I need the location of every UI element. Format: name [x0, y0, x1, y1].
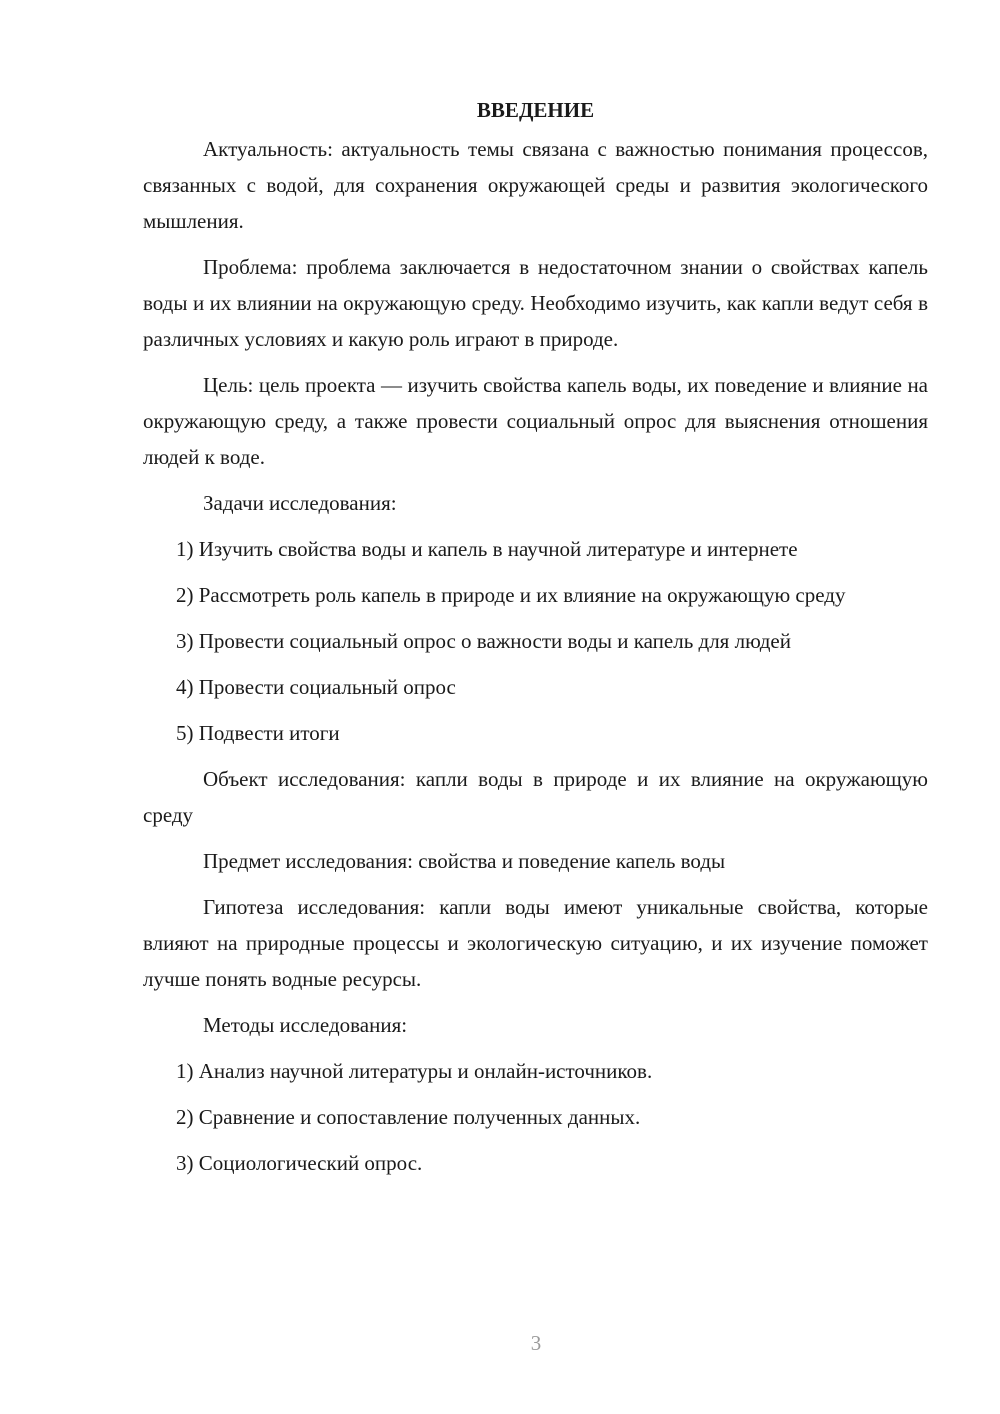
methods-heading: Методы исследования: [203, 1013, 408, 1037]
list-item-task-1: 1) Изучить свойства воды и капель в научной литературе и интернете [176, 537, 798, 561]
document-body [143, 92, 928, 1191]
page-number: 3 [530, 1331, 542, 1355]
paragraph-relevance: Актуальность: актуальность темы связана с важностью понимания процессов, связанных с водой, для сохранения окружающей среды и развития экологического мышления. [143, 137, 928, 233]
list-item-task-3: 3) Провести социальный опрос о важности воды и капель для людей [176, 629, 791, 653]
document-title: ВВЕДЕНИЕ [476, 98, 595, 122]
list-item-method-3: 3) Социологический опрос. [176, 1151, 423, 1175]
list-item-task-5: 5) Подвести итоги [176, 721, 340, 745]
tasks-heading: Задачи исследования: [203, 491, 397, 515]
list-item-task-4: 4) Провести социальный опрос [176, 675, 456, 699]
list-item-task-2: 2) Рассмотреть роль капель в природе и их влияние на окружающую среду [176, 583, 846, 607]
list-item-method-2: 2) Сравнение и сопоставление полученных данных. [176, 1105, 641, 1129]
paragraph-hypothesis: Гипотеза исследования: капли воды имеют уникальные свойства, которые влияют на природные процессы и экологическую ситуацию, и их изучение поможет лучше понять водные ресурсы. [143, 895, 928, 991]
list-item-method-1: 1) Анализ научной литературы и онлайн-источников. [176, 1059, 653, 1083]
paragraph-problem: Проблема: проблема заключается в недостаточном знании о свойствах капель воды и их влиянии на окружающую среду. Необходимо изучить, как капли ведут себя в различных условиях и какую роль играют в природе. [143, 255, 928, 351]
paragraph-goal: Цель: цель проекта — изучить свойства капель воды, их поведение и влияние на окружающую среду, а также провести социальный опрос для выяснения отношения людей к воде. [143, 373, 928, 469]
paragraph-subject: Предмет исследования: свойства и поведение капель воды [203, 849, 726, 873]
paragraph-object: Объект исследования: капли воды в природе и их влияние на окружающую среду [143, 767, 928, 827]
